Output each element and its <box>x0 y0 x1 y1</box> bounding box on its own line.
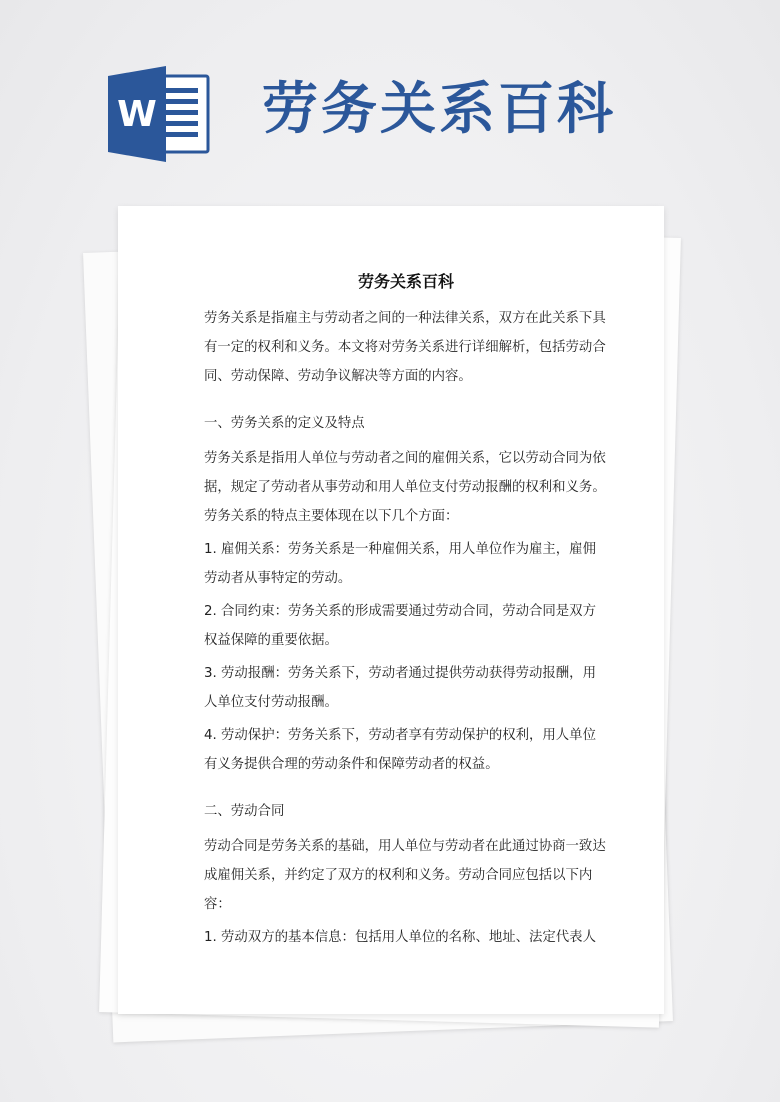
list-item-2: 2. 合同约束：劳务关系的形成需要通过劳动合同，劳动合同是双方权益保障的重要依据。 <box>204 604 596 648</box>
document-title: 劳务关系百科 <box>357 272 454 291</box>
header-title: 劳务关系百科 <box>262 77 616 142</box>
word-document-icon <box>108 66 210 162</box>
list-item-4: 4. 劳动保护：劳务关系下，劳动者享有劳动保护的权利，用人单位有义务提供合理的劳动条件和保障劳动者的权益。 <box>204 728 596 772</box>
intro-paragraph: 劳务关系是指雇主与劳动者之间的一种法律关系，双方在此关系下具有一定的权利和义务。本文将对劳务关系进行详细解析，包括劳动合同、劳动保障、劳动争议解决等方面的内容。 <box>204 311 606 384</box>
definition-paragraph: 劳务关系是指用人单位与劳动者之间的雇佣关系，它以劳动合同为依据，规定了劳动者从事劳动和用人单位支付劳动报酬的权利和义务。劳务关系的特点主要体现在以下几个方面： <box>204 451 606 524</box>
contract-paragraph: 劳动合同是劳务关系的基础，用人单位与劳动者在此通过协商一致达成雇佣关系，并约定了双方的权利和义务。劳动合同应包括以下内容： <box>204 839 606 912</box>
section-heading-2: 二、劳动合同 <box>204 804 285 819</box>
logo-letter: W <box>117 94 157 135</box>
list-item-3: 3. 劳动报酬：劳务关系下，劳动者通过提供劳动获得劳动报酬，用人单位支付劳动报酬。 <box>204 666 596 710</box>
section-heading-1: 一、劳务关系的定义及特点 <box>204 416 365 431</box>
contract-list-item-1: 1. 劳动双方的基本信息：包括用人单位的名称、地址、法定代表人 <box>204 930 596 945</box>
document-body <box>204 262 608 952</box>
list-item-1: 1. 雇佣关系：劳务关系是一种雇佣关系，用人单位作为雇主，雇佣劳动者从事特定的劳动。 <box>204 542 596 586</box>
